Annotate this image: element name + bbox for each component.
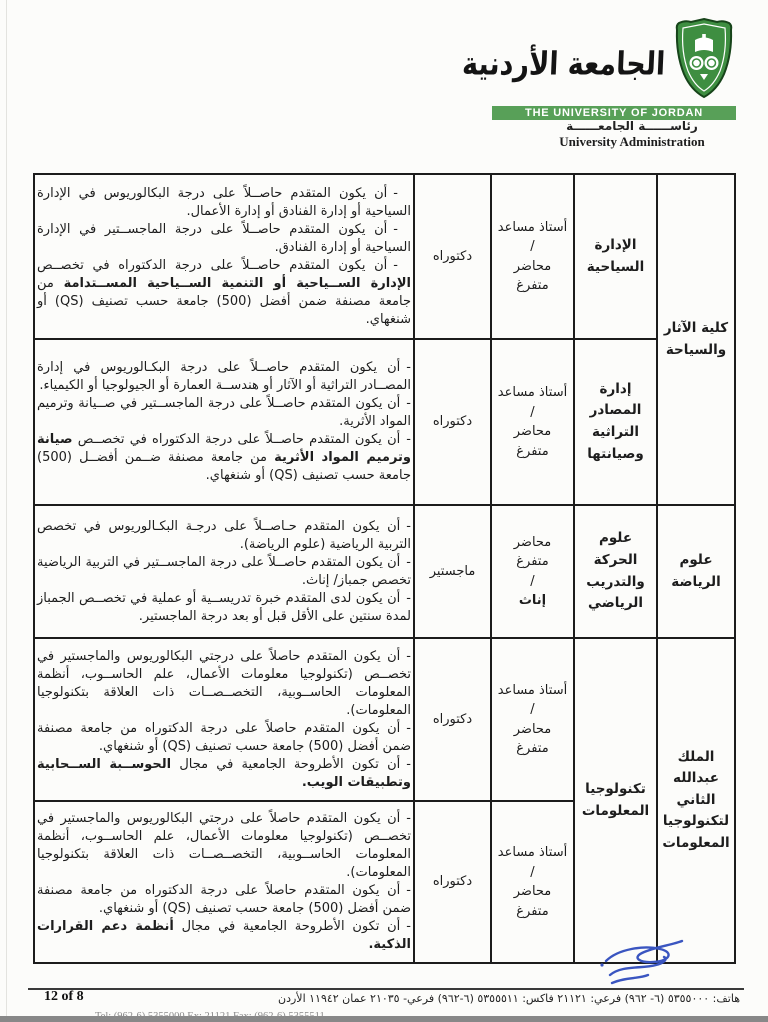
conditions-cell: [34, 801, 414, 963]
conditions-cell: [34, 174, 414, 339]
table-row: [34, 638, 735, 801]
rank-cell: محاضر متفرغ / إناث: [491, 505, 574, 638]
condition-bullet: -أن يكون المتقدم حاصلاً على درجة الدكتوراه من جامعة مصنفة ضمن أفضل (500) جامعة حسب تصنيف (QS) أو شنغهاي.: [37, 720, 411, 754]
college-cell: كلية الآثار والسياحة: [657, 174, 735, 505]
rank-cell: أستاذ مساعد / محاضر متفرغ: [491, 174, 574, 339]
table-row: [34, 174, 735, 339]
condition-bullet: -أن يكون المتقدم حاصلاً على درجتي البكالوريوس والماجستير في تخصــص (تكنولوجيا معلومات الأعمال، علم الحاســوب، أنظمة المعلومات الحاســوبية، التخصــصــات ذات العلاقة بتكنولوجيا المعلومات).: [37, 648, 411, 718]
college-cell: علوم الرياضة: [657, 505, 735, 638]
degree-cell: دكتوراه: [414, 801, 491, 963]
condition-bullet: -أن تكون الأطروحة الجامعية في مجال أنظمة دعم القرارات الذكية.: [37, 919, 411, 952]
university-name-calligraphy: الجامعة الأردنية: [461, 46, 666, 83]
department-cell: الإدارة السياحية: [574, 174, 657, 339]
university-logo-icon: [673, 16, 735, 100]
condition-bullet: -أن يكون لدى المتقدم خبرة تدريســية أو عملية في تخصــص الجمباز لمدة سنتين على الأقل قبل أو بعد درجة الماجستير.: [37, 590, 411, 624]
rank-cell: أستاذ مساعد / محاضر متفرغ: [491, 339, 574, 505]
condition-bullet: -أن يكون المتقدم حاصــلاً على درجة الدكتوراه في تخصــص الإدارة الســياحية أو التنمية الســياحية المســتدامة من جامعة مصنفة ضمن أفضل (500) جامعة حسب تصنيف (QS) أو شنغهاي.: [37, 257, 412, 327]
degree-cell: دكتوراه: [414, 638, 491, 801]
rank-cell: أستاذ مساعد / محاضر متفرغ: [491, 801, 574, 963]
degree-cell: ماجستير: [414, 505, 491, 638]
degree-cell: دكتوراه: [414, 174, 491, 339]
condition-bullet: -أن يكون المتقدم حاصــلاً على درجة البكـالوريوس في إدارة المصــادر التراثية أو الآثار أو هندســة العمارة أو الجيولوجيا أو الكيمياء.: [37, 360, 411, 393]
table-row: [34, 339, 735, 505]
table-row: [34, 505, 735, 638]
condition-bullet: -أن يكون المتقدم حـاصــلاً على درجـة البكـالوريوس في تخصص التربية الرياضية (علوم الرياضة).: [37, 518, 411, 552]
condition-bullet: -أن يكون المتقدم حاصــلاً على درجة الماجســتير في التربية الرياضية تخصص جمباز/ إناث.: [37, 554, 411, 588]
footer-contact-en-partial: Tel: (962-6) 5355000 Ex: 21121 Fax: (962-6) 5355511: [95, 1011, 325, 1022]
footer-divider: [28, 988, 744, 990]
conditions-cell: [34, 638, 414, 801]
requirements-table: [33, 173, 736, 964]
department-cell: تكنولوجيا المعلومات: [574, 638, 657, 963]
condition-bullet: -أن يكون المتقدم حاصــلاً على درجة الدكتوراه في تخصــص صيانة وترميم المواد الأثرية من جامعة مصنفة ضــمن أفضــل (500) جامعة حسب تصنيف (QS) أو شنغهاي.: [37, 432, 411, 483]
condition-bullet: -أن يكون المتقدم حاصلاً على درجتي البكالوريوس والماجستير في تخصــص (تكنولوجيا معلومات الأعمال، علم الحاســوب، أنظمة المعلومات الحاســوبية، التخصــصــات ذات العلاقة بتكنولوجيا المعلومات).: [37, 811, 411, 880]
condition-bullet: -أن يكون المتقدم حاصــلاً على درجة الماجســتير في الإدارة السياحية أو إدارة الفنادق.: [37, 221, 411, 255]
conditions-cell: [34, 339, 414, 505]
conditions-cell: [34, 505, 414, 638]
page-number: 12 of 8: [44, 989, 84, 1004]
department-cell: إدارة المصادر التراثية وصيانتها: [574, 339, 657, 505]
degree-cell: دكتوراه: [414, 339, 491, 505]
footer-contact-info: هاتف: ٥٣٥٥٠٠٠ (٦- ٩٦٢) فرعي: ٢١١٢١ فاكس: ٥٣٥٥٥١١ (٦-٩٦٢) فرعي- ٢١٠٣٥ عمان ١١٩٤٢ الأردن: [278, 992, 740, 1005]
rank-cell: أستاذ مساعد / محاضر متفرغ: [491, 638, 574, 801]
college-cell: الملك عبدالله الثاني لتكنولوجيا المعلومات: [657, 638, 735, 963]
condition-bullet: -أن يكون المتقدم حاصــلاً على درجة الماجســتير في صــيانة وترميم المواد الأثرية.: [37, 396, 411, 429]
signature: [598, 931, 690, 989]
administration-title-ar: رئاســــــة الجامعــــــة: [566, 119, 698, 133]
university-name-banner: THE UNIVERSITY OF JORDAN: [492, 106, 736, 120]
administration-block: [542, 119, 722, 150]
condition-bullet: -أن تكون الأطروحة الجامعية في مجال الحوســبة الســحابية وتطبيقات الويب.: [37, 756, 411, 790]
administration-title-en: University Administration: [559, 134, 705, 149]
condition-bullet: -أن يكون المتقدم حاصلاً على درجة الدكتوراه من جامعة مصنفة ضمن أفضل (500) جامعة حسب تصنيف (QS) أو شنغهاي.: [37, 883, 411, 916]
condition-bullet: -أن يكون المتقدم حاصــلاً على درجة البكالوريوس في الإدارة السياحية أو إدارة الفنادق أو إدارة الأعمال.: [37, 185, 411, 219]
department-cell: علوم الحركة والتدريب الرياضي: [574, 505, 657, 638]
scan-edge-artifact: [6, 0, 7, 1016]
